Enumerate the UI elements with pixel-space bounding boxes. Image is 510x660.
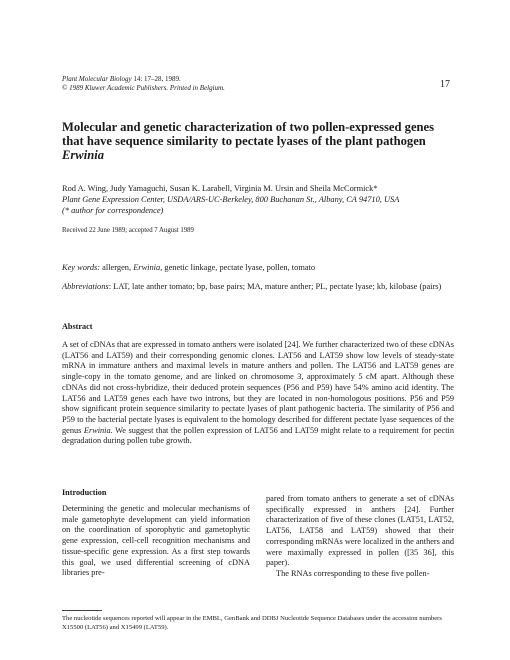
footnote: The nucleotide sequences reported will appear in the EMBL, GenBank and DDBJ Nucleotide Sequence Databases under the accession numbers X15500 (LAT56) and X15499 (LAT59). [62,615,442,631]
abstract-heading: Abstract [62,322,93,331]
introduction-heading: Introduction [62,488,107,497]
journal-citation [62,75,225,92]
correspondence-note: (* author for correspondence) [62,206,164,215]
abstract-italic: Erwinia [83,425,111,435]
author-list: Rod A. Wing, Judy Yamaguchi, Susan K. Larabell, Virginia M. Ursin and Sheila McCormick* [62,184,378,193]
intro-left-column: Determining the genetic and molecular mechanisms of male gametophyte development can yield information on the coordination of sporophytic and gametophytic gene expression, cell-cell recognition mechanisms and tissue-specific gene expression. As a first step towards this goal, we used differential screening of cDNA libraries pre- [62,504,250,578]
abbreviations-label: Abbreviations [62,282,109,291]
received-dates: Received 22 June 1989; accepted 7 August 1989 [62,227,194,234]
abstract-text: A set of cDNAs that are expressed in tomato anthers were isolated [24]. We further characterized two of these cDNAs (LAT56 and LAT59) and their corresponding genomic clones. LAT56 and LAT59 show low levels of steady-state mRNA in immature anthers and maximal levels in mature anthers and pollen. The LAT56 and LAT59 genes are single-copy in the tomato genome, and are linked on chromosome 3, approximately 5 cM apart. Although these cDNAs did not cross-hybridize, their deduced protein sequences (P56 and P59) have 54% amino acid identity. The LAT56 and LAT59 genes each have two introns, but they are located in non-homologous positions. P56 and P59 show significant protein sequence similarity to pectate lyases of plant pathogenic bacteria. The similarity of P56 and P59 to the bacterial pectate lyases is equivalent to the homology described for different pectate lyase sequences of the genus [62,340,454,435]
affiliation: Plant Gene Expression Center, USDA/ARS-UC-Berkeley, 800 Buchanan St., Albany, CA 94710, USA [62,195,400,204]
title-main: Molecular and genetic characterization of two pollen-expressed genes that have sequence similarity to pectate lyases of the plant pathogen [62,120,435,148]
keywords-post: , genetic linkage, pectate lyase, pollen, tomato [160,263,316,272]
intro-right-paragraph-2: The RNAs corresponding to these five pollen- [276,568,430,578]
journal-volume: 14: 17–28, 1989. [131,75,181,83]
journal-name: Plant Molecular Biology [62,75,132,83]
keywords [62,262,462,273]
title-organism: Erwinia [62,148,104,162]
keywords-italic: Erwinia [133,263,161,272]
abstract-body [62,340,454,447]
intro-right-paragraph-1: pared from tomato anthers to generate a set of cDNAs specifically expressed in anthers [24]. Further characterization of five of these clones (LAT51, LAT52, LAT56, LAT58 and LAT59) showed that their corresponding mRNAs were localized in the anthers and were maximally expressed in pollen ([35 36], this paper). [266,494,454,568]
keywords-label: Key words: [62,263,101,272]
keywords-pre: allergen, [100,263,134,272]
footnote-divider [62,610,102,611]
copyright-line: © 1989 Kluwer Academic Publishers. Printed in Belgium. [62,83,225,92]
page-number: 17 [440,79,450,90]
intro-right-column [266,494,454,580]
abbreviations-text: : LAT, late anther tomato; bp, base pairs; MA, mature anther; PL, pectate lyase; kb, kilobase (pairs) [108,282,442,291]
abstract-text-end: . We suggest that the pollen expression of LAT56 and LAT59 might relate to a requirement for pectin degradation during pollen tube growth. [62,425,454,446]
abbreviations [62,281,454,292]
paper-title [62,120,452,162]
